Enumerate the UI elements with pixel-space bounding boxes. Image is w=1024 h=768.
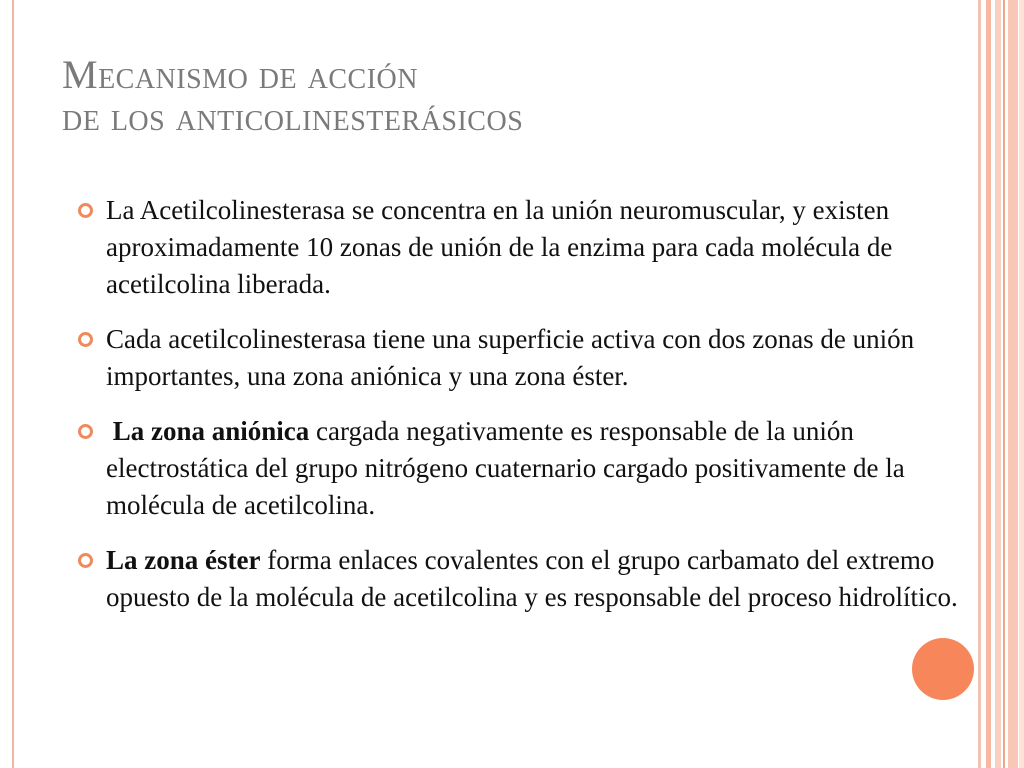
bullet-list — [72, 192, 972, 634]
slide-title-line-1: Mecanismo de acción — [62, 52, 418, 97]
right-border-stripe — [1019, 0, 1024, 768]
right-border-stripe — [978, 0, 981, 768]
bullet-circle-icon — [78, 203, 93, 218]
bullet-item — [72, 192, 972, 303]
bullet-text: Cada acetilcolinesterasa tiene una superficie activa con dos zonas de unión importantes, una zona aniónica y una zona éster. — [106, 324, 915, 391]
bullet-item — [72, 542, 972, 616]
left-border-line — [12, 0, 14, 768]
bullet-item — [72, 321, 972, 395]
bullet-circle-icon — [78, 553, 93, 568]
right-border-stripe — [1003, 0, 1005, 768]
slide-title — [62, 54, 962, 138]
bullet-text: forma enlaces covalentes con el grupo carbamato del extremo opuesto de la molécula de acetilcolina y es responsable del proceso hidrolítico. — [106, 545, 958, 612]
right-border-stripe — [986, 0, 991, 768]
slide-title-line-2: de los anticolinesterásicos — [62, 94, 524, 139]
bullet-lead: La zona aniónica — [112, 416, 310, 446]
bullet-text: cargada negativamente es responsable de la unión electrostática del grupo nitrógeno cuaternario cargado positivamente de la molécula de acetilcolina. — [106, 416, 905, 520]
bullet-item — [72, 413, 972, 524]
bullet-text: La Acetilcolinesterasa se concentra en la unión neuromuscular, y existen aproximadamente 10 zonas de unión de la enzima para cada molécula de acetilcolina liberada. — [106, 195, 893, 299]
bullet-circle-icon — [78, 332, 93, 347]
decorative-orange-circle — [912, 638, 974, 700]
bullet-lead: La zona éster — [106, 545, 261, 575]
bullet-circle-icon — [78, 424, 93, 439]
right-border-stripe — [995, 0, 1001, 768]
right-border-stripe — [1008, 0, 1018, 768]
